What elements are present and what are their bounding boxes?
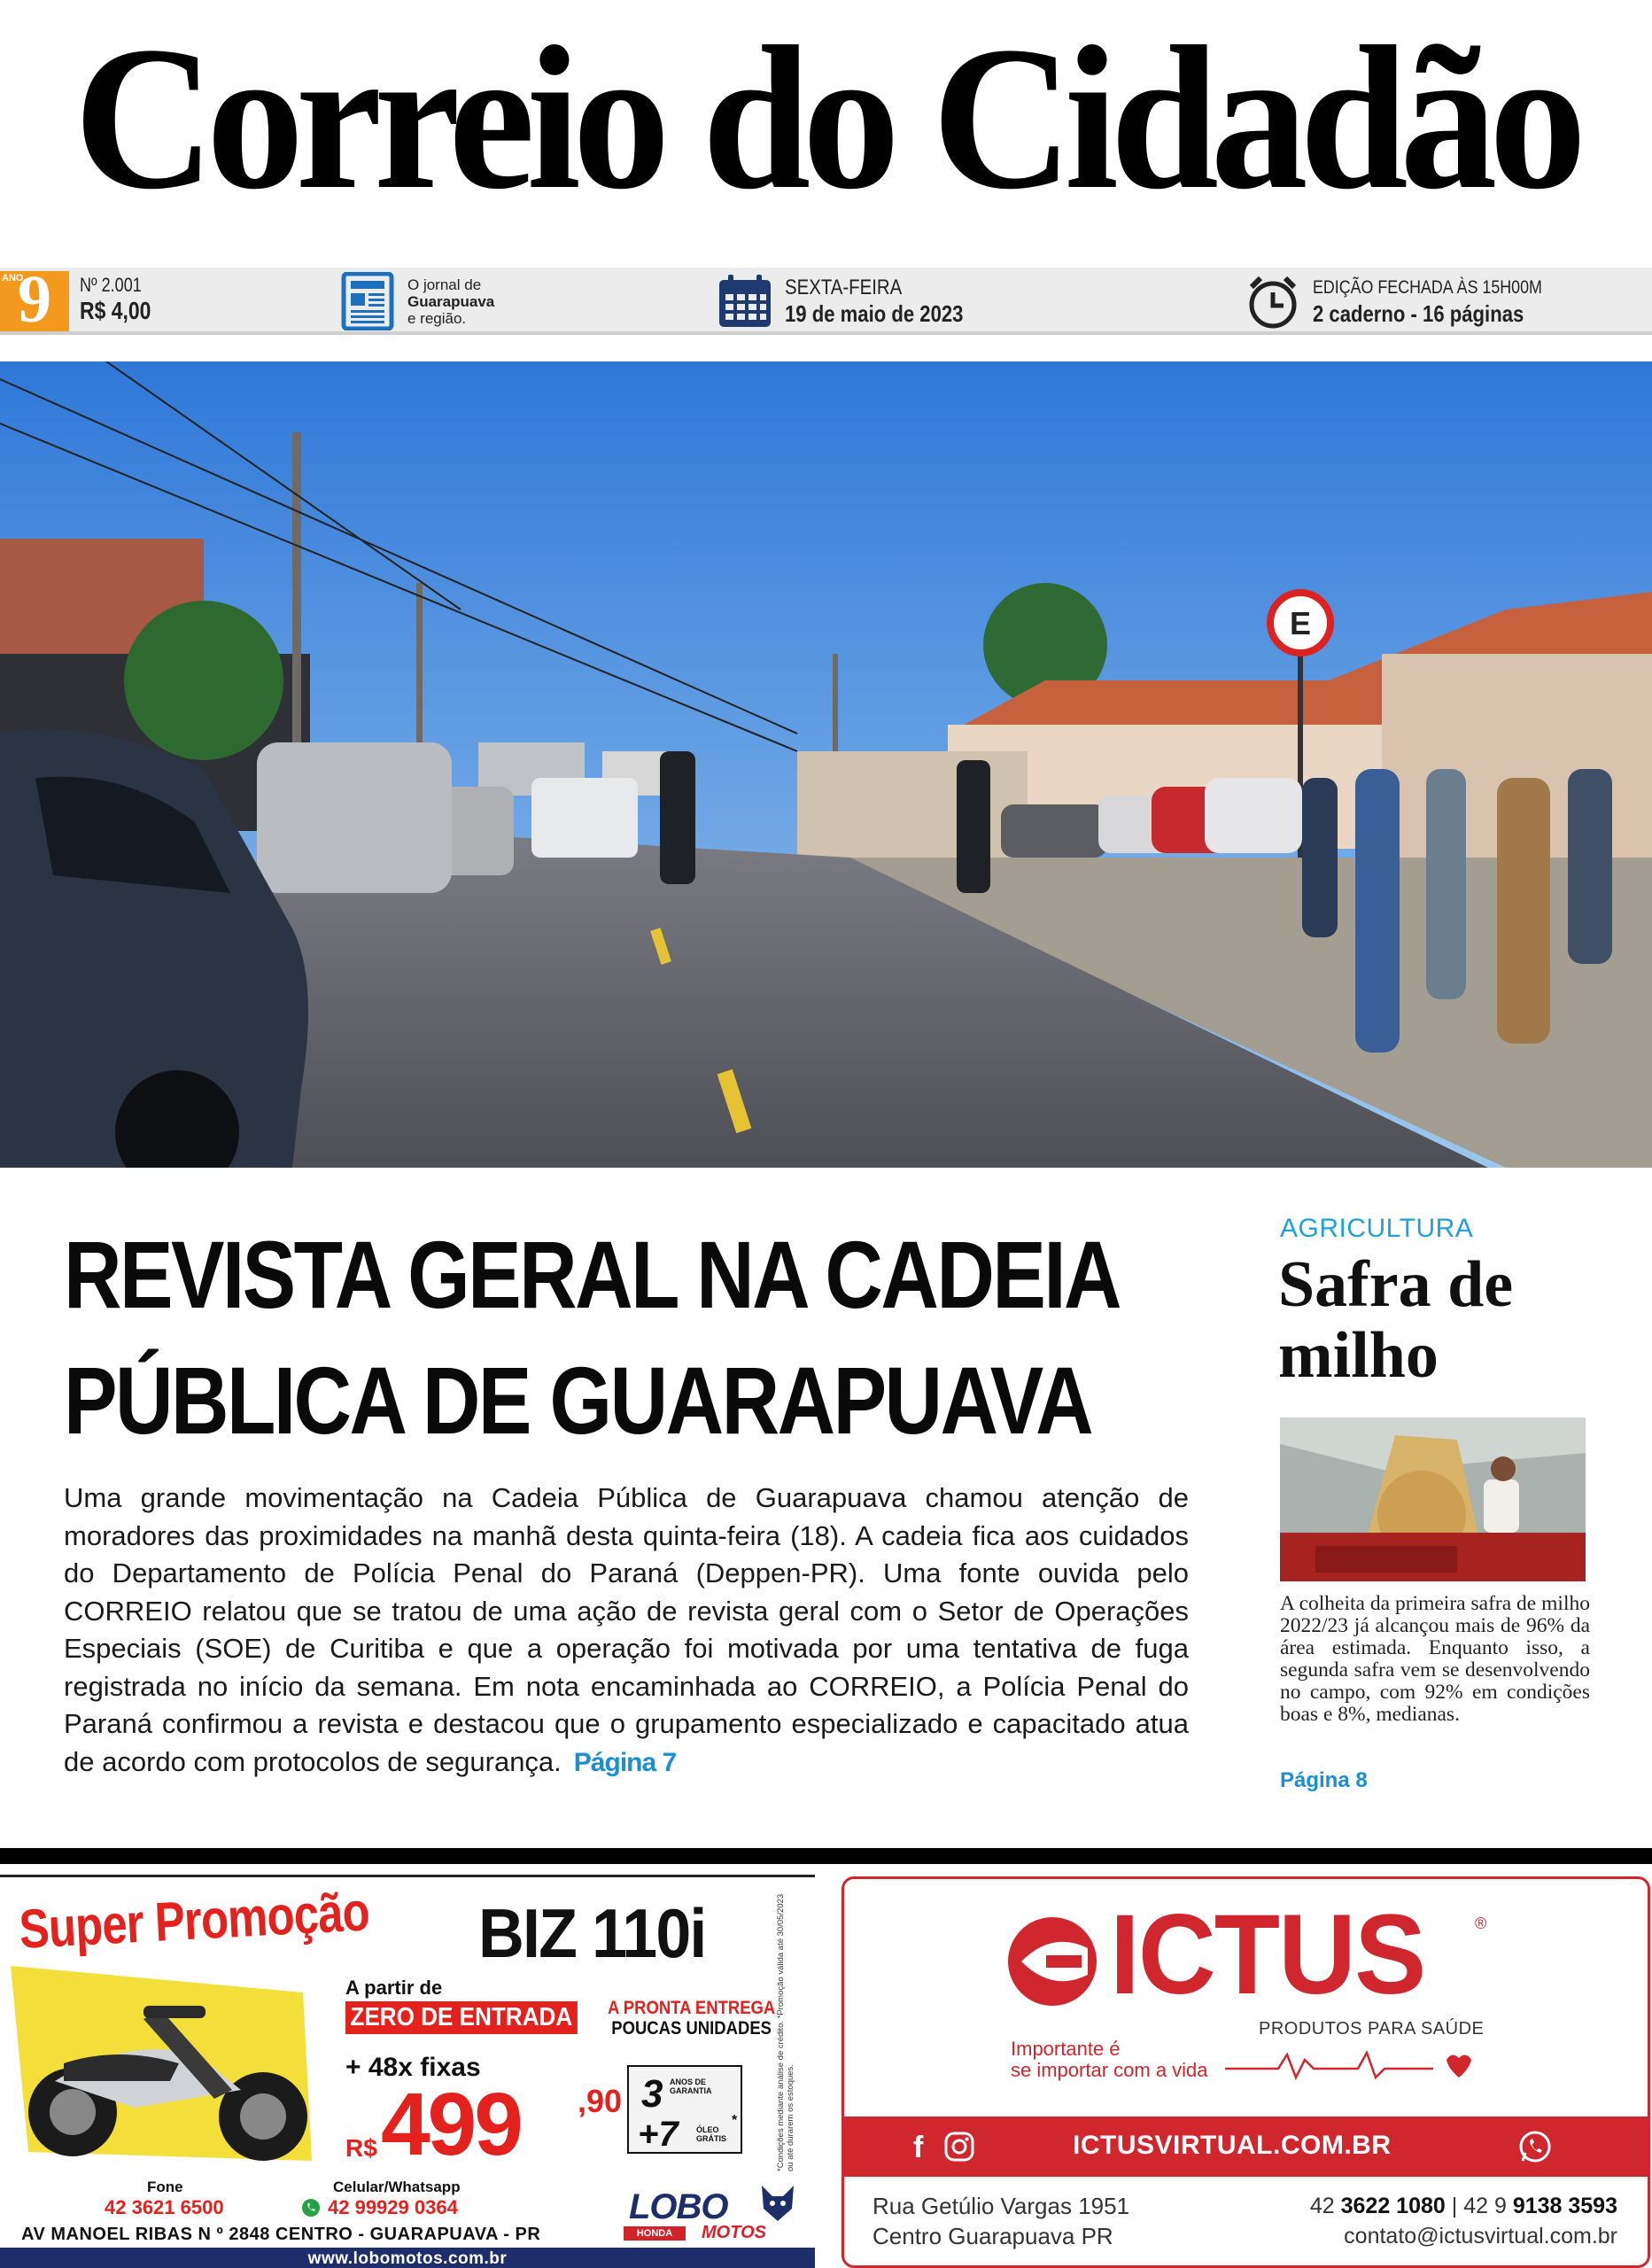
ready-delivery-line: A PRONTA ENTREGA (608, 1998, 776, 2018)
whatsapp-number[interactable]: 42 99929 0364 (328, 2196, 458, 2218)
pages-info: 2 caderno - 16 páginas (1313, 300, 1524, 327)
whatsapp-icon (301, 2198, 321, 2222)
ictus-phone-prefix-1: 42 (1309, 2194, 1335, 2218)
closing-label: EDIÇÃO FECHADA ÀS 15H00M (1313, 277, 1542, 298)
ictus-address (873, 2191, 1129, 2251)
clock-icon (1244, 272, 1302, 330)
price-value: 499 (381, 2075, 521, 2174)
whatsapp-icon[interactable] (1517, 2129, 1553, 2169)
ictus-phone-prefix-2: 42 9 (1463, 2194, 1507, 2218)
issue-number: Nº 2.001 (80, 274, 142, 296)
ictus-brand: ICTUS (1110, 1891, 1425, 2018)
weekday: SEXTA-FEIRA (785, 276, 903, 299)
ad-lobo-motos[interactable] (0, 1875, 815, 2268)
date-text (785, 276, 995, 327)
lobo-logo (624, 2182, 801, 2244)
sidebar-title-line-1: Safra de (1278, 1248, 1514, 1321)
phone-number[interactable]: 42 3621 6500 (105, 2196, 224, 2218)
instagram-icon[interactable] (943, 2131, 975, 2167)
ictus-slogan-1: Importante é (1011, 2038, 1121, 2060)
ad-ictus[interactable] (842, 1876, 1650, 2268)
oil-changes: +7 (638, 2115, 679, 2154)
headline-line-2: PÚBLICA DE GUARAPUAVA (64, 1347, 1092, 1454)
svg-text:E: E (1289, 605, 1312, 641)
promo-title: Super Promoção (18, 1881, 371, 1961)
installments: + 48x fixas (345, 2053, 481, 2082)
headline-line-1: REVISTA GERAL NA CADEIA (64, 1221, 1121, 1328)
price-currency: R$ (345, 2134, 377, 2162)
price-cents: ,90 (578, 2083, 623, 2119)
info-bar (0, 262, 1652, 337)
issue-price: R$ 4,00 (80, 297, 151, 324)
ictus-registered: ® (1475, 1915, 1487, 1932)
ictus-phone-2[interactable]: 9138 3593 (1512, 2194, 1617, 2218)
ictus-bar (844, 2117, 1650, 2177)
from-label: A partir de (345, 1977, 443, 1999)
tagline-line-3: e região. (407, 309, 467, 327)
sidebar-title (1278, 1249, 1633, 1391)
ictus-subtitle: PRODUTOS PARA SAÚDE (1259, 2019, 1485, 2039)
tagline (407, 276, 494, 327)
lobo-logo-text: LOBO (629, 2187, 728, 2226)
tagline-line-1: O jornal de (407, 276, 482, 293)
promo-model: BIZ 110i (478, 1894, 706, 1972)
date: 19 de maio de 2023 (785, 300, 964, 327)
edition-block (1244, 268, 1583, 335)
main-photo (0, 361, 1652, 1168)
ictus-email[interactable]: contato@ictusvirtual.com.br (1344, 2224, 1617, 2249)
newspaper-title: Correio do Cidadão (74, 4, 1578, 232)
ictus-phones (1310, 2191, 1617, 2221)
few-units-line: POUCAS UNIDADES (611, 2018, 772, 2039)
warranty-label: ANOS DE GARANTIA (670, 2078, 712, 2095)
edition-text (1313, 276, 1583, 327)
newspaper-icon (338, 272, 397, 330)
ictus-contact (1310, 2191, 1617, 2251)
main-lead (64, 1480, 1189, 1782)
oil-label: ÓLEO GRÁTIS (696, 2125, 727, 2143)
main-headline (64, 1212, 1121, 1464)
section-divider (0, 1848, 1652, 1864)
lobo-logo-sub: MOTOS (702, 2223, 766, 2242)
lobo-address: AV MANOEL RIBAS N º 2848 CENTRO - GUARAPUAVA - PR (21, 2225, 541, 2244)
calendar-icon (716, 272, 774, 330)
sidebar-text: A colheita da primeira safra de milho 2022/23 já alcançou mais de 96% da área estimada. Enquanto isso, a segunda safra vem se desenvolvendo no campo, com 92% em condições boas e 8%, medianas. (1280, 1592, 1590, 1726)
phone-label: Fone (147, 2179, 183, 2195)
tagline-line-2: Guarapuava (407, 292, 495, 310)
sidebar-page-link[interactable]: Página 8 (1280, 1768, 1368, 1792)
heartbeat-icon (1225, 2047, 1473, 2087)
ictus-address-1: Rua Getúlio Vargas 1951 (873, 2193, 1130, 2219)
ictus-address-2: Centro Guarapuava PR (873, 2223, 1113, 2249)
facebook-icon[interactable]: f (913, 2131, 924, 2164)
warranty-asterisk: * (732, 2113, 738, 2128)
sidebar-title-line-2: milho (1278, 1319, 1439, 1392)
lead-text: Uma grande movimentação na Cadeia Pública de Guarapuava chamou atenção de moradores das proximidades na manhã desta quinta-feira (18). A cadeia fica aos cuidados do Departamento de Polícia Penal do Paraná (Deppen-PR). Uma fonte ouvida pelo CORREIO relatou que se tratou de uma ação de revista geral com o Setor de Operações Especiais (SOE) de Curitiba e que a operação foi motivada por uma tentativa de fuga registrada no início da semana. Em nota encaminhada ao CORREIO, a Polícia Penal do Paraná confirmou a revista e destacou que o grupamento especializado e capacitado atua de acordo com protocolos de segurança. (64, 1482, 1189, 1777)
honda-label: HONDA (624, 2226, 686, 2241)
motorcycle-image (11, 1957, 330, 2170)
ready-delivery (608, 1998, 775, 2039)
zero-entry-badge: ZERO DE ENTRADA (345, 2001, 578, 2034)
whatsapp-label: Celular/Whatsapp (333, 2179, 461, 2195)
ictus-phone-1[interactable]: 3622 1080 (1340, 2194, 1446, 2218)
warranty-badge (627, 2065, 742, 2154)
lobo-website[interactable]: www.lobomotos.com.br (0, 2248, 815, 2268)
fine-print: *Condições mediante análise de crédito. *Promoção válida até 30/05/2023 ou até durarem os estoques. (776, 1893, 795, 2171)
issue-info (80, 273, 167, 324)
year-label: ANO (2, 273, 24, 284)
tagline-block (338, 268, 494, 335)
sidebar-photo (1280, 1418, 1586, 1581)
masthead (0, 0, 1652, 257)
ictus-slogan-2: se importar com a vida (1011, 2059, 1208, 2081)
year-number: 9 (18, 262, 51, 337)
ictus-slogan (1011, 2039, 1208, 2081)
year-badge (0, 262, 69, 337)
ictus-logo-icon (1004, 1913, 1101, 2015)
sidebar-kicker: AGRICULTURA (1280, 1214, 1474, 1243)
ictus-phone-sep: | (1445, 2194, 1464, 2218)
wolf-icon (756, 2182, 799, 2229)
main-page-link[interactable]: Página 7 (573, 1747, 677, 1777)
ictus-website[interactable]: ICTUSVIRTUAL.COM.BR (1073, 2131, 1392, 2160)
date-block (716, 268, 995, 335)
warranty-years: 3 (641, 2072, 663, 2116)
